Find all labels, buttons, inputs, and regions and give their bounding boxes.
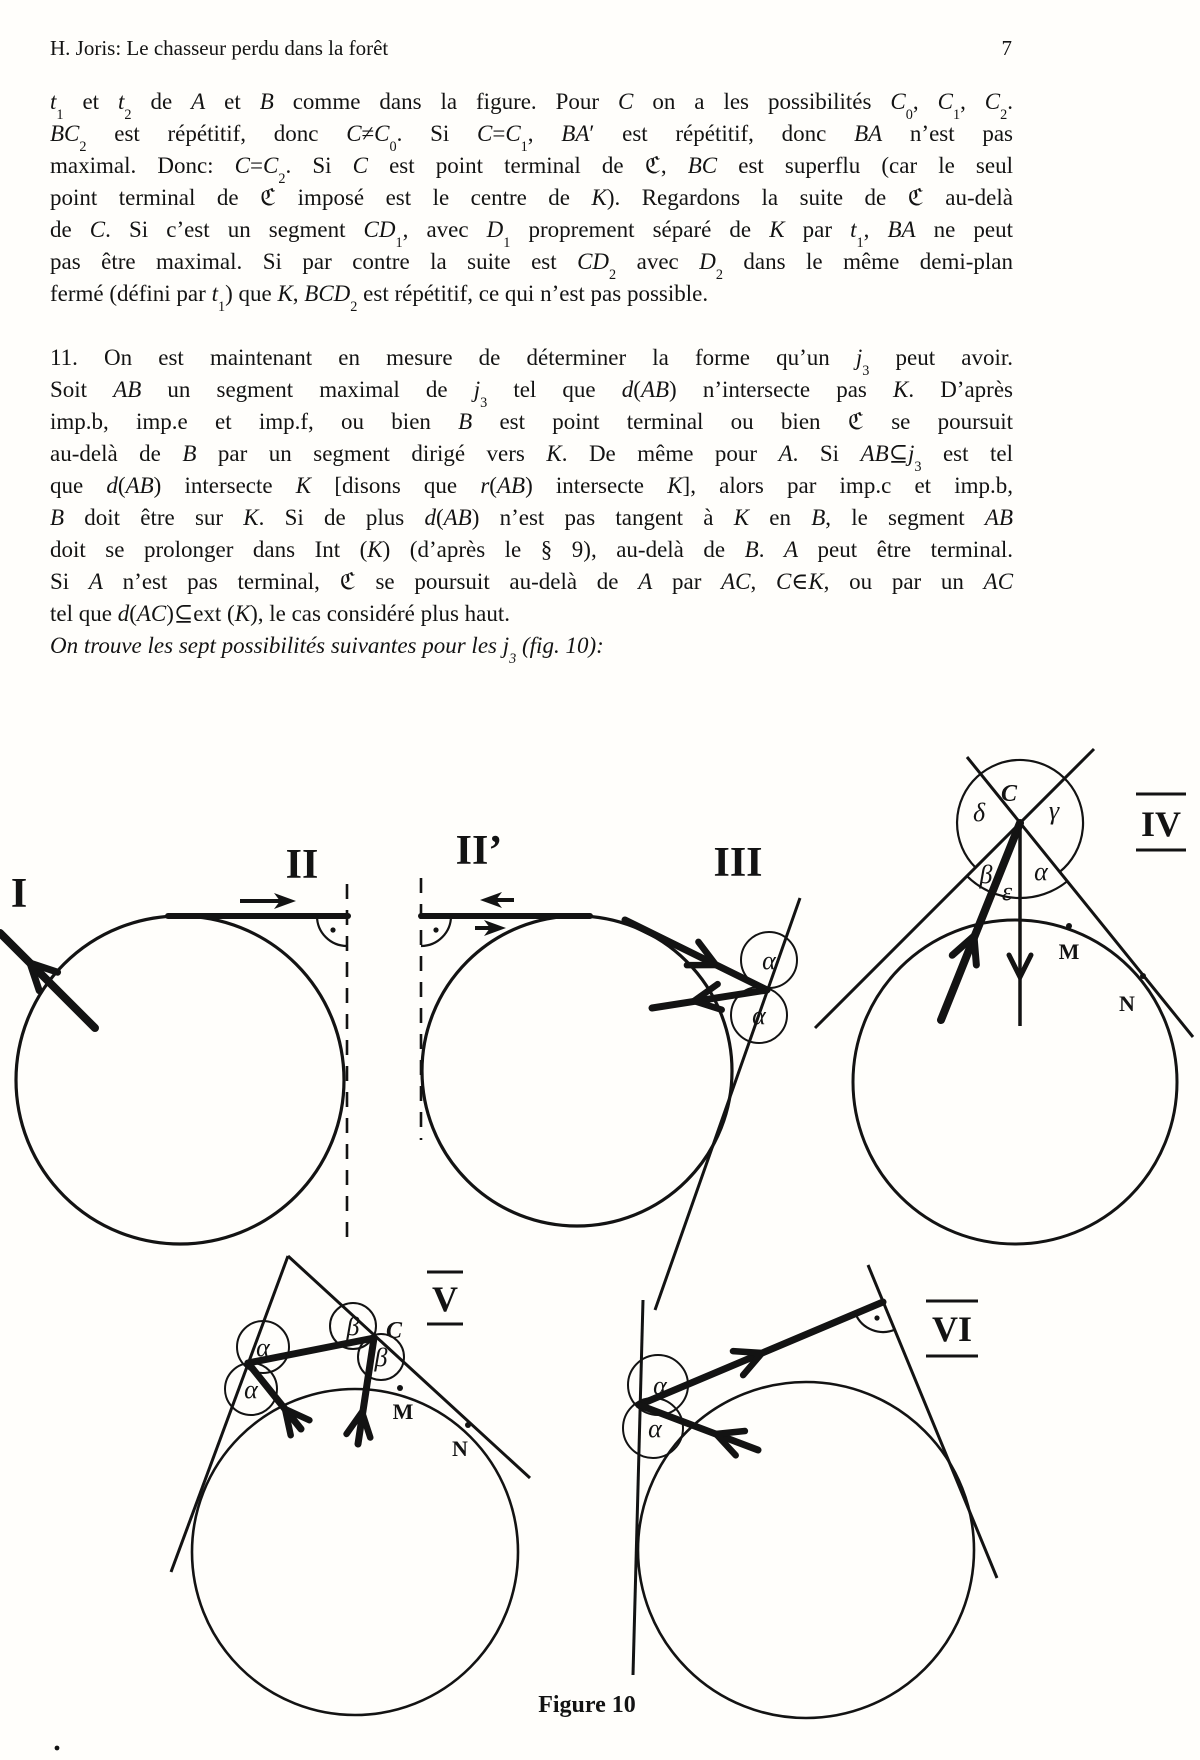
right-angle-dot (433, 927, 438, 932)
diagram-label-I: I (10, 871, 28, 917)
angle-label-delta: δ (972, 798, 986, 827)
right-angle-dot (874, 1315, 879, 1320)
point-label-C: C (1000, 781, 1018, 807)
text-line: tel que d(AC)⊆ext (K), le cas considéré plus haut. (50, 601, 511, 626)
diagram-label-III: III (713, 840, 763, 886)
text-line: imp.b, imp.e et imp.f, ou bien B est point terminal ou bien ℭ se poursuit (50, 409, 1013, 434)
diagram-label-IIprime: II’ (455, 828, 503, 874)
text-line: doit se prolonger dans Int (K) (d’après le § 9), au-delà de B. A peut être terminal. (50, 537, 1014, 562)
running-title: H. Joris: Le chasseur perdu dans la forêt (50, 36, 389, 60)
point-dot-M (397, 1385, 403, 1391)
point-label-N: N (452, 1436, 468, 1461)
forest-circle-K (16, 916, 344, 1244)
page-number: 7 (1001, 36, 1012, 60)
text-line: 11. On est maintenant en mesure de déterminer la forme qu’un $j_3$ peut avoir. (50, 345, 1013, 379)
angle-label-beta: β (346, 1312, 360, 1341)
forest-circle-K (192, 1389, 518, 1715)
angle-label-alpha: α (752, 1001, 766, 1030)
path-segment (0, 933, 95, 1028)
text-line: maximal. Donc: $C=C_2$. Si C est point terminal de ℭ, BC est superflu (car le seul (50, 153, 1013, 187)
angle-label-alpha: α (256, 1333, 270, 1362)
point-dot-N (1140, 973, 1146, 979)
text-line: que d(AB) intersecte K [disons que r(AB) intersecte K], alors par imp.c et imp.b, (50, 473, 1013, 498)
diagram-I-II (0, 842, 348, 1246)
point-label-C: C (385, 1318, 403, 1344)
figure-intro-line: On trouve les sept possibilités suivantes pour les $j_3$ (fig. 10): (50, 633, 604, 667)
point-dot-N (465, 1422, 471, 1428)
angle-label-epsilon: ε (1001, 877, 1013, 906)
point-label-N: N (1119, 991, 1135, 1016)
diagram-label-VI: VI (931, 1309, 973, 1349)
point-label-M: M (1058, 939, 1080, 964)
printing-speck (55, 1746, 60, 1751)
angle-label-beta: β (374, 1343, 388, 1372)
point-label-M: M (392, 1399, 414, 1424)
diagram-label-II: II (285, 842, 319, 888)
text-line: B doit être sur K. Si de plus d(AB) n’est pas tangent à K en B, le segment AB (50, 505, 1014, 530)
angle-label-alpha: α (244, 1375, 258, 1404)
text-line: point terminal de ℭ imposé est le centre de K). Regardons la suite de ℭ au-delà (50, 185, 1013, 210)
text-line: Si A n’est pas terminal, ℭ se poursuit au-delà de A par AC, C∈K, ou par un AC (50, 569, 1014, 594)
figure-caption: Figure 10 (538, 1692, 636, 1718)
tangent-line (288, 1256, 530, 1478)
text-line: Soit AB un segment maximal de $j_3$ tel que d(AB) n’intersecte pas K. D’après (50, 377, 1013, 411)
diagram-label-V: V (432, 1279, 458, 1319)
text-line: au-delà de B par un segment dirigé vers K. De même pour A. Si $AB⊆j_3$ est tel (50, 441, 1014, 475)
forest-circle-K (638, 1382, 974, 1718)
angle-label-alpha: α (762, 946, 776, 975)
angle-label-alpha: α (1034, 857, 1048, 886)
text-line: $BC_2$ est répétitif, donc $C\ne C_0$. Si $C=C_1$, BA′ est répétitif, donc BA n’est pas (50, 121, 1013, 155)
text-line: $t_1$ et $t_2$ de A et B comme dans la figure. Pour C on a les possibilités $C_0$, $C_1$, $C_2$. (50, 89, 1013, 123)
point-dot-M (1066, 923, 1072, 929)
right-angle-dot (330, 927, 335, 932)
text-line: de C. Si c’est un segment $CD_1$, avec $D_1$ proprement séparé de K par $t_1$, BA ne peut (50, 217, 1014, 251)
diagram-IV (815, 749, 1193, 1244)
diagram-V (171, 1256, 530, 1715)
diagram-VI (623, 1265, 997, 1718)
angle-label-gamma: γ (1048, 796, 1060, 825)
path-segment (625, 920, 767, 990)
angle-label-beta: β (979, 860, 993, 889)
angle-label-alpha: α (653, 1371, 667, 1400)
tangent-line (633, 1300, 643, 1675)
angle-label-alpha: α (648, 1414, 662, 1443)
text-line: pas être maximal. Si par contre la suite est $CD_2$ avec $D_2$ dans le même demi-plan (50, 249, 1013, 283)
tangent-line (655, 898, 800, 1310)
diagram-IIprime-III (421, 828, 800, 1310)
text-line: fermé (défini par $t_1$) que K, $BCD_2$ est répétitif, ce qui n’est pas possible. (50, 281, 709, 315)
diagram-label-IV: IV (1140, 804, 1182, 844)
